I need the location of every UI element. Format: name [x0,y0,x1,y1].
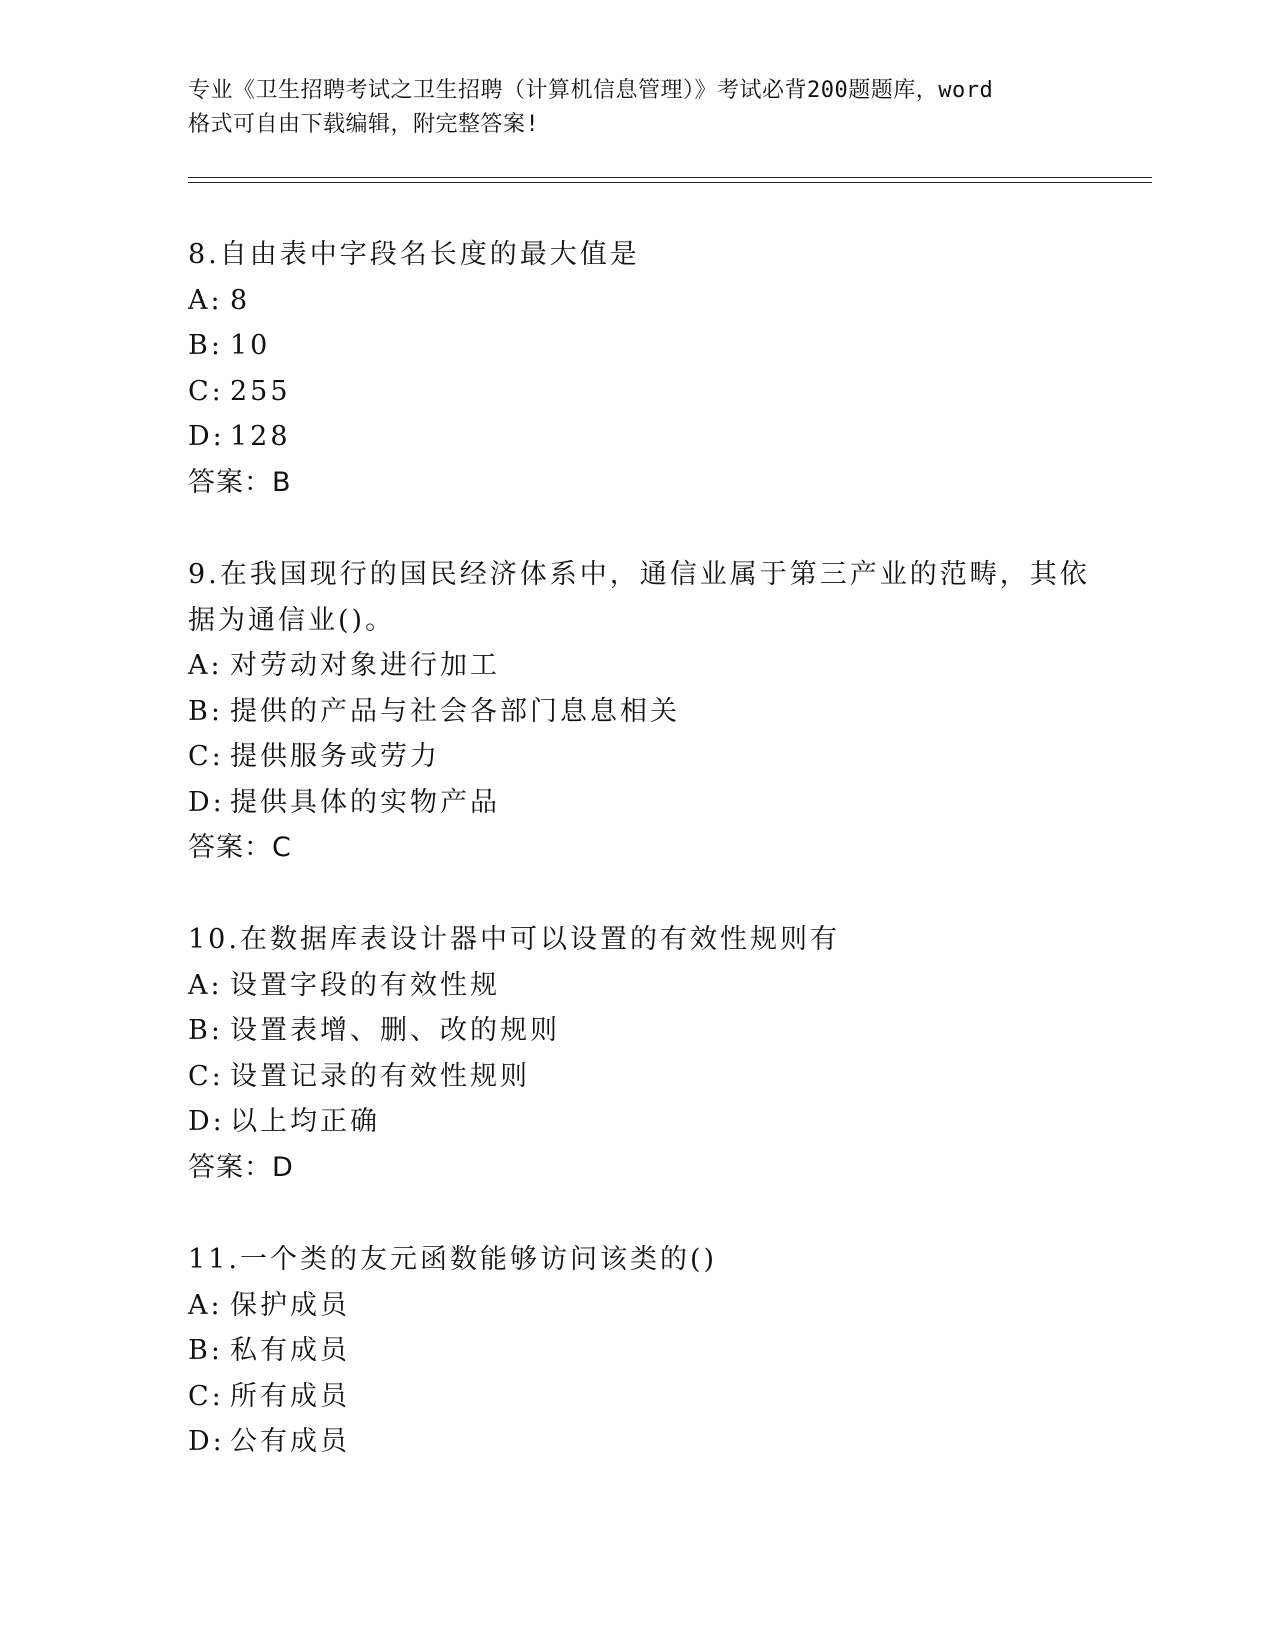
option-letter: D: [188,421,225,452]
option-text: 8 [230,284,251,316]
option-letter: C: [188,741,224,772]
option-letter: B: [188,1335,223,1366]
question-block [188,917,1088,1190]
option-letter: A: [188,969,223,1001]
option-letter: D: [188,786,225,818]
option-d [188,1419,1088,1465]
option-a [188,963,1088,1009]
option-d [188,780,1088,826]
option-b [188,323,1088,369]
document-header [188,74,1098,142]
option-letter: B: [188,1015,223,1046]
option-a [188,278,1088,324]
question-text: 11.一个类的友元函数能够访问该类的() [188,1244,718,1275]
option-text: 设置字段的有效性规 [230,969,500,1001]
option-a [188,1283,1088,1329]
option-d [188,1099,1088,1145]
option-letter: D: [188,1426,225,1457]
option-c [188,734,1088,780]
option-letter: D: [188,1106,225,1137]
option-text: 提供的产品与社会各部门息息相关 [230,695,680,727]
option-letter: B: [188,330,223,361]
header-line: 格式可自由下载编辑，附完整答案! [188,112,540,137]
question-text: 10.在数据库表设计器中可以设置的有效性规则有 [188,924,840,955]
option-letter: A: [188,1289,223,1321]
option-text: 设置记录的有效性规则 [230,1060,530,1092]
question-text: 9.在我国现行的国民经济体系中，通信业属于第三产业的范畴，其依 [188,559,1090,590]
option-text: 128 [230,421,291,452]
option-c [188,1054,1088,1100]
option-a [188,643,1088,689]
option-text: 10 [230,330,271,361]
option-letter: C: [188,1060,224,1092]
option-d [188,414,1088,460]
question-block [188,232,1088,505]
option-letter: A: [188,284,223,316]
option-text: 提供服务或劳力 [230,741,440,772]
option-letter: C: [188,375,224,407]
option-c [188,1374,1088,1420]
header-divider [188,182,1152,183]
option-b [188,1328,1088,1374]
option-text: 所有成员 [230,1380,350,1412]
option-letter: C: [188,1380,224,1412]
option-text: 255 [230,375,291,407]
question-text: 8.自由表中字段名长度的最大值是 [188,239,640,270]
question-block [188,552,1088,871]
option-text: 对劳动对象进行加工 [230,650,500,681]
option-text: 保护成员 [230,1289,350,1321]
question-block [188,1237,1088,1465]
option-letter: A: [188,650,223,681]
option-letter: B: [188,695,223,727]
option-text: 设置表增、删、改的规则 [230,1015,560,1046]
option-b [188,1008,1088,1054]
header-line: 专业《卫生招聘考试之卫生招聘（计算机信息管理）》考试必背200题题库，word [188,78,994,103]
option-c [188,369,1088,415]
option-text: 以上均正确 [230,1106,380,1137]
option-text: 私有成员 [230,1335,350,1366]
question-text: 据为通信业()。 [188,604,396,636]
answer-text: 答案：D [188,1151,294,1183]
option-b [188,689,1088,735]
answer-text: 答案：B [188,466,292,498]
option-text: 提供具体的实物产品 [230,786,500,818]
answer-text: 答案：C [188,832,292,863]
header-divider [188,177,1152,178]
option-text: 公有成员 [230,1426,350,1457]
